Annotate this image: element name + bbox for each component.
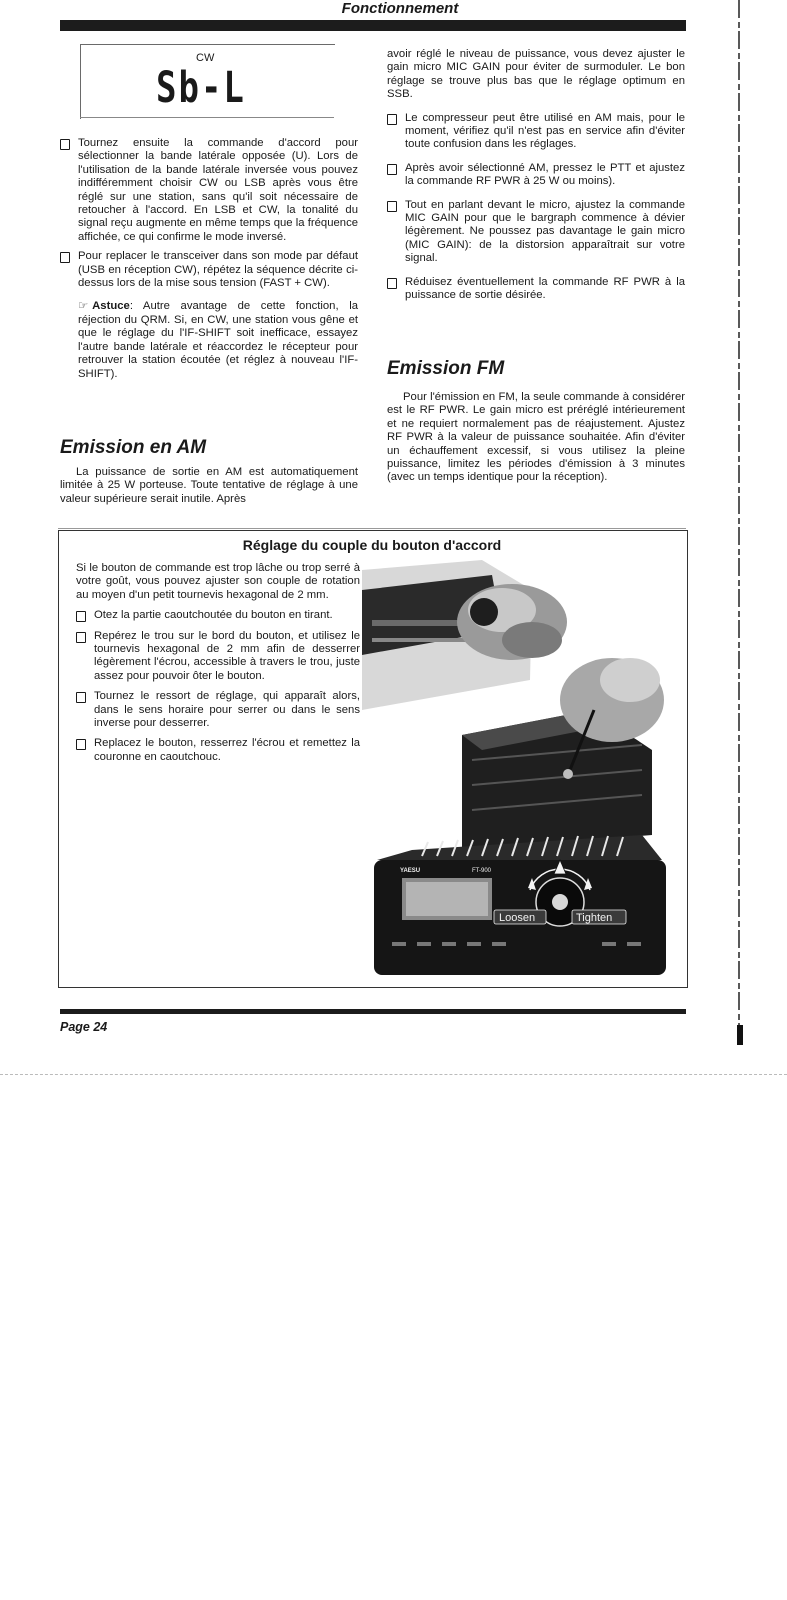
page-header-title: Fonctionnement (341, 0, 459, 17)
list-item: Tournez ensuite la commande d'accord pour sélectionner la bande latérale opposée (U). Lors de l'utilisation de la bande latérale inversée vous pouvez indifféremment choisir CW ou LSB après vous être réglé sur une station, sans qu'il soit nécessaire de retoucher à l'accord. En LSB et CW, la tonalité du signal reçu augmente en même temps que la fréquence affichée, ce qui confirme le mode inversé. (60, 137, 358, 244)
checkbox-icon (76, 692, 86, 703)
list-item: Tournez le ressort de réglage, qui apparaît alors, dans le sens horaire pour serrer ou dans le sens inverse pour desserrer. (76, 690, 360, 730)
checkbox-icon (60, 139, 70, 150)
list-item: Pour replacer le transceiver dans son mode par défaut (USB en réception CW), répétez la séquence décrite ci-dessus lors de la mise sous tension (FAST + CW). (60, 250, 358, 290)
checkbox-icon (387, 278, 397, 289)
radio-brand: YAESU (400, 868, 421, 874)
checkbox-icon (387, 164, 397, 175)
lcd-mode-label: CW (196, 52, 215, 64)
knob-adjustment-illustration (362, 560, 674, 980)
box-text-column (76, 562, 360, 764)
am-paragraph: La puissance de sortie en AM est automatiquement limitée à 25 W porteuse. Toute tentative de réglage à une valeur supérieure serait inutile. Après (60, 466, 358, 505)
lcd-bottom-rule (80, 117, 334, 118)
header-rule (60, 20, 686, 31)
tip-label: Astuce (92, 300, 130, 313)
footer-rule (60, 1009, 686, 1014)
list-item: Otez la partie caoutchoutée du bouton en tirant. (76, 609, 360, 622)
list-item: Après avoir sélectionné AM, pressez le PTT et ajustez la commande RF PWR à 25 W ou moins). (387, 162, 685, 189)
radio-model: FT-900 (472, 868, 492, 874)
lcd-readout: Sb-L (156, 63, 246, 113)
section-title-fm: Emission FM (387, 358, 505, 379)
page-number: Page 24 (60, 1020, 108, 1034)
pointing-hand-icon: ☞ (78, 300, 89, 313)
tip-text: : Autre avantage de cette fonction, la réjection du QRM. Si, en CW, une station vous gêne et que le réglage du l'IF-SHIFT soit inefficace, essayez l'autre bande latérale et réaccordez le récepteur pour retrouver la station écoutée (et réglez à nouveau l'IF-SHIFT). (78, 300, 358, 380)
checkbox-icon (76, 632, 86, 643)
tighten-label: Tighten (576, 912, 613, 924)
list-item: Repérez le trou sur le bord du bouton, et utilisez le tournevis hexagonal de 2 mm afin de desserrer légèrement l'écrou, accessible à travers le trou, juste assez pour pouvoir ôter le bouton. (76, 630, 360, 684)
checkbox-icon (60, 252, 70, 263)
list-item: Replacez le bouton, resserrez l'écrou et remettez la couronne en caoutchouc. (76, 737, 360, 764)
right-intro: avoir réglé le niveau de puissance, vous devez ajuster le gain micro MIC GAIN pour éviter de surmoduler. Le bon réglage se trouve plus bas que le réglage optimum en SSB. (387, 48, 685, 101)
box-intro: Si le bouton de commande est trop lâche ou trop serré à votre goût, vous pouvez ajuster son couple de rotation au moyen d'un petit tournevis hexagonal de 2 mm. (76, 562, 360, 601)
box-title: Réglage du couple du bouton d'accord (242, 537, 502, 553)
fm-paragraph: Pour l'émission en FM, la seule commande à considérer est le RF PWR. Le gain micro est préréglé intérieurement et ne requiert normalement pas de réajustement. Ajustez RF PWR à la valeur de puissance souhaitée. Afin d'éviter un échauffement excessif, si vous utilisez la pleine puissance, limitez les périodes d'émission à 3 minutes (avec un temps identique pour la réception). (387, 391, 685, 484)
screwdriver-adjustment-photo (462, 658, 664, 850)
scan-edge-artifact (735, 0, 745, 1045)
checkbox-icon (387, 114, 397, 125)
scan-cut-line (0, 1074, 787, 1076)
right-column (387, 48, 685, 303)
transceiver-front-panel-photo (374, 835, 666, 975)
left-column (60, 137, 358, 381)
checkbox-icon (76, 611, 86, 622)
list-item: Réduisez éventuellement la commande RF PWR à la puissance de sortie désirée. (387, 276, 685, 303)
box-top-rule (58, 528, 686, 529)
checkbox-icon (387, 201, 397, 212)
tip-paragraph (60, 300, 358, 380)
list-item: Tout en parlant devant le micro, ajustez la commande MIC GAIN pour que le bargraph commence à dévier légèrement. Ne poussez pas davantage le gain micro (MIC GAIN): de la distorsion apparaîtrait sur votre signal. (387, 199, 685, 266)
section-title-am: Emission en AM (60, 437, 207, 458)
checkbox-icon (76, 739, 86, 750)
hand-removing-knob-photo (362, 560, 567, 710)
list-item: Le compresseur peut être utilisé en AM mais, pour le moment, vérifiez qu'il n'est pas en service afin d'éviter toute confusion dans les réglages. (387, 112, 685, 152)
loosen-label: Loosen (499, 912, 536, 924)
